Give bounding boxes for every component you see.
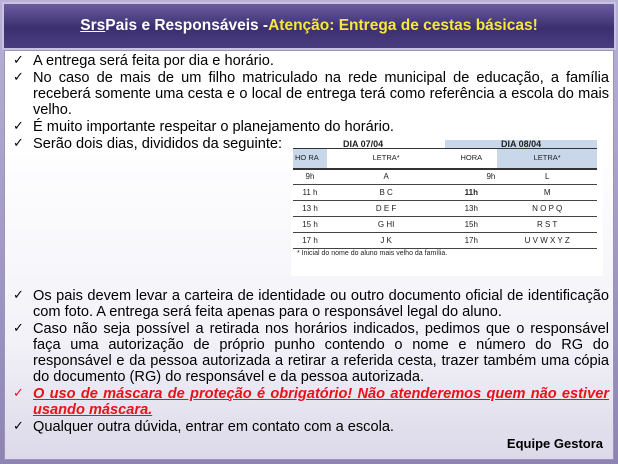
bullet-item <box>11 321 609 385</box>
cell-letters-day1: A <box>327 169 445 185</box>
header-hora1: HO RA <box>293 149 327 169</box>
bullet-text: Serão dois dias, divididos da seguinte: <box>33 136 283 152</box>
cell-hour-day1: 13 h <box>293 201 327 217</box>
cell-hour-day2: 11h <box>445 185 497 201</box>
header-letra1: LETRA* <box>327 149 445 169</box>
bullet-item <box>11 419 609 435</box>
bullet-text: É muito importante respeitar o planejamento do horário. <box>33 119 394 135</box>
bullet-text: Qualquer outra dúvida, entrar em contato com a escola. <box>33 419 394 435</box>
bullet-item <box>11 53 609 69</box>
bullet-item <box>11 119 609 135</box>
schedule-row <box>293 217 597 233</box>
cell-letters-day2: N O P Q <box>497 201 597 217</box>
cell-hour-day1: 9h <box>293 169 327 185</box>
slide-content <box>4 50 614 460</box>
cell-letters-day2: M <box>497 185 597 201</box>
checkmark-icon: ✓ <box>13 53 24 68</box>
checkmark-icon: ✓ <box>13 136 24 151</box>
cell-letters-day2: L <box>497 169 597 185</box>
day2-label: DIA 08/04 <box>445 140 597 149</box>
bullet-item <box>11 70 609 118</box>
schedule-header-row <box>293 149 597 169</box>
schedule-table <box>293 140 597 249</box>
bullet-text: A entrega será feita por dia e horário. <box>33 53 274 69</box>
cell-letters-day1: J K <box>327 233 445 249</box>
bullet-item <box>11 288 609 320</box>
cell-hour-day2: 13h <box>445 201 497 217</box>
checkmark-icon: ✓ <box>13 321 24 336</box>
cell-letters-day2: R S T <box>497 217 597 233</box>
header-srs: Srs <box>80 17 106 34</box>
bullet-text: O uso de máscara de proteção é obrigatório! Não atenderemos quem não estiver usando máscara. <box>33 386 609 418</box>
cell-hour-day1: 17 h <box>293 233 327 249</box>
cell-letters-day1: G HI <box>327 217 445 233</box>
bullet-text: Os pais devem levar a carteira de identidade ou outro documento oficial de identificação com foto. A entrega será feita apenas para o responsável legal do aluno. <box>33 288 609 320</box>
footer-signature: Equipe Gestora <box>506 436 603 451</box>
checkmark-icon: ✓ <box>13 288 24 303</box>
schedule-note: * Inicial do nome do aluno mais velho da família. <box>297 250 448 257</box>
cell-hour-day2: 9h <box>445 169 497 185</box>
header-warning: Atenção: Entrega de cestas básicas! <box>268 17 538 34</box>
cell-letters-day1: B C <box>327 185 445 201</box>
day1-label: DIA 07/04 <box>293 140 445 149</box>
checkmark-icon: ✓ <box>13 70 24 85</box>
cell-hour-day1: 11 h <box>293 185 327 201</box>
header-letra2: LETRA* <box>497 149 597 169</box>
checkmark-icon: ✓ <box>13 386 24 401</box>
cell-hour-day2: 15h <box>445 217 497 233</box>
cell-hour-day1: 15 h <box>293 217 327 233</box>
checkmark-icon: ✓ <box>13 419 24 434</box>
schedule-table-image <box>291 140 603 276</box>
bullet-text: Caso não seja possível a retirada nos horários indicados, pedimos que o responsável faça uma autorização de próprio punho contendo o nome e número do RG do responsável e da pessoa autorizada a retirar a referida cesta, trazer também uma cópia do documento (RG) do responsável e da pessoa autorizada. <box>33 321 609 385</box>
bullet-item-mask-warning <box>11 386 609 418</box>
cell-letters-day2: U V W X Y Z <box>497 233 597 249</box>
cell-letters-day1: D E F <box>327 201 445 217</box>
header-hora2: HORA <box>445 149 497 169</box>
bullet-text: No caso de mais de um filho matriculado na rede municipal de educação, a família receberá somente uma cesta e o local de entrega terá como referência a escola do mais velho. <box>33 70 609 118</box>
checkmark-icon: ✓ <box>13 119 24 134</box>
header-audience: Pais e Responsáveis - <box>105 17 269 34</box>
schedule-row <box>293 233 597 249</box>
cell-hour-day2: 17h <box>445 233 497 249</box>
schedule-row <box>293 169 597 185</box>
slide-header <box>2 2 616 50</box>
schedule-row <box>293 201 597 217</box>
schedule-row <box>293 185 597 201</box>
schedule-day-row <box>293 140 597 149</box>
